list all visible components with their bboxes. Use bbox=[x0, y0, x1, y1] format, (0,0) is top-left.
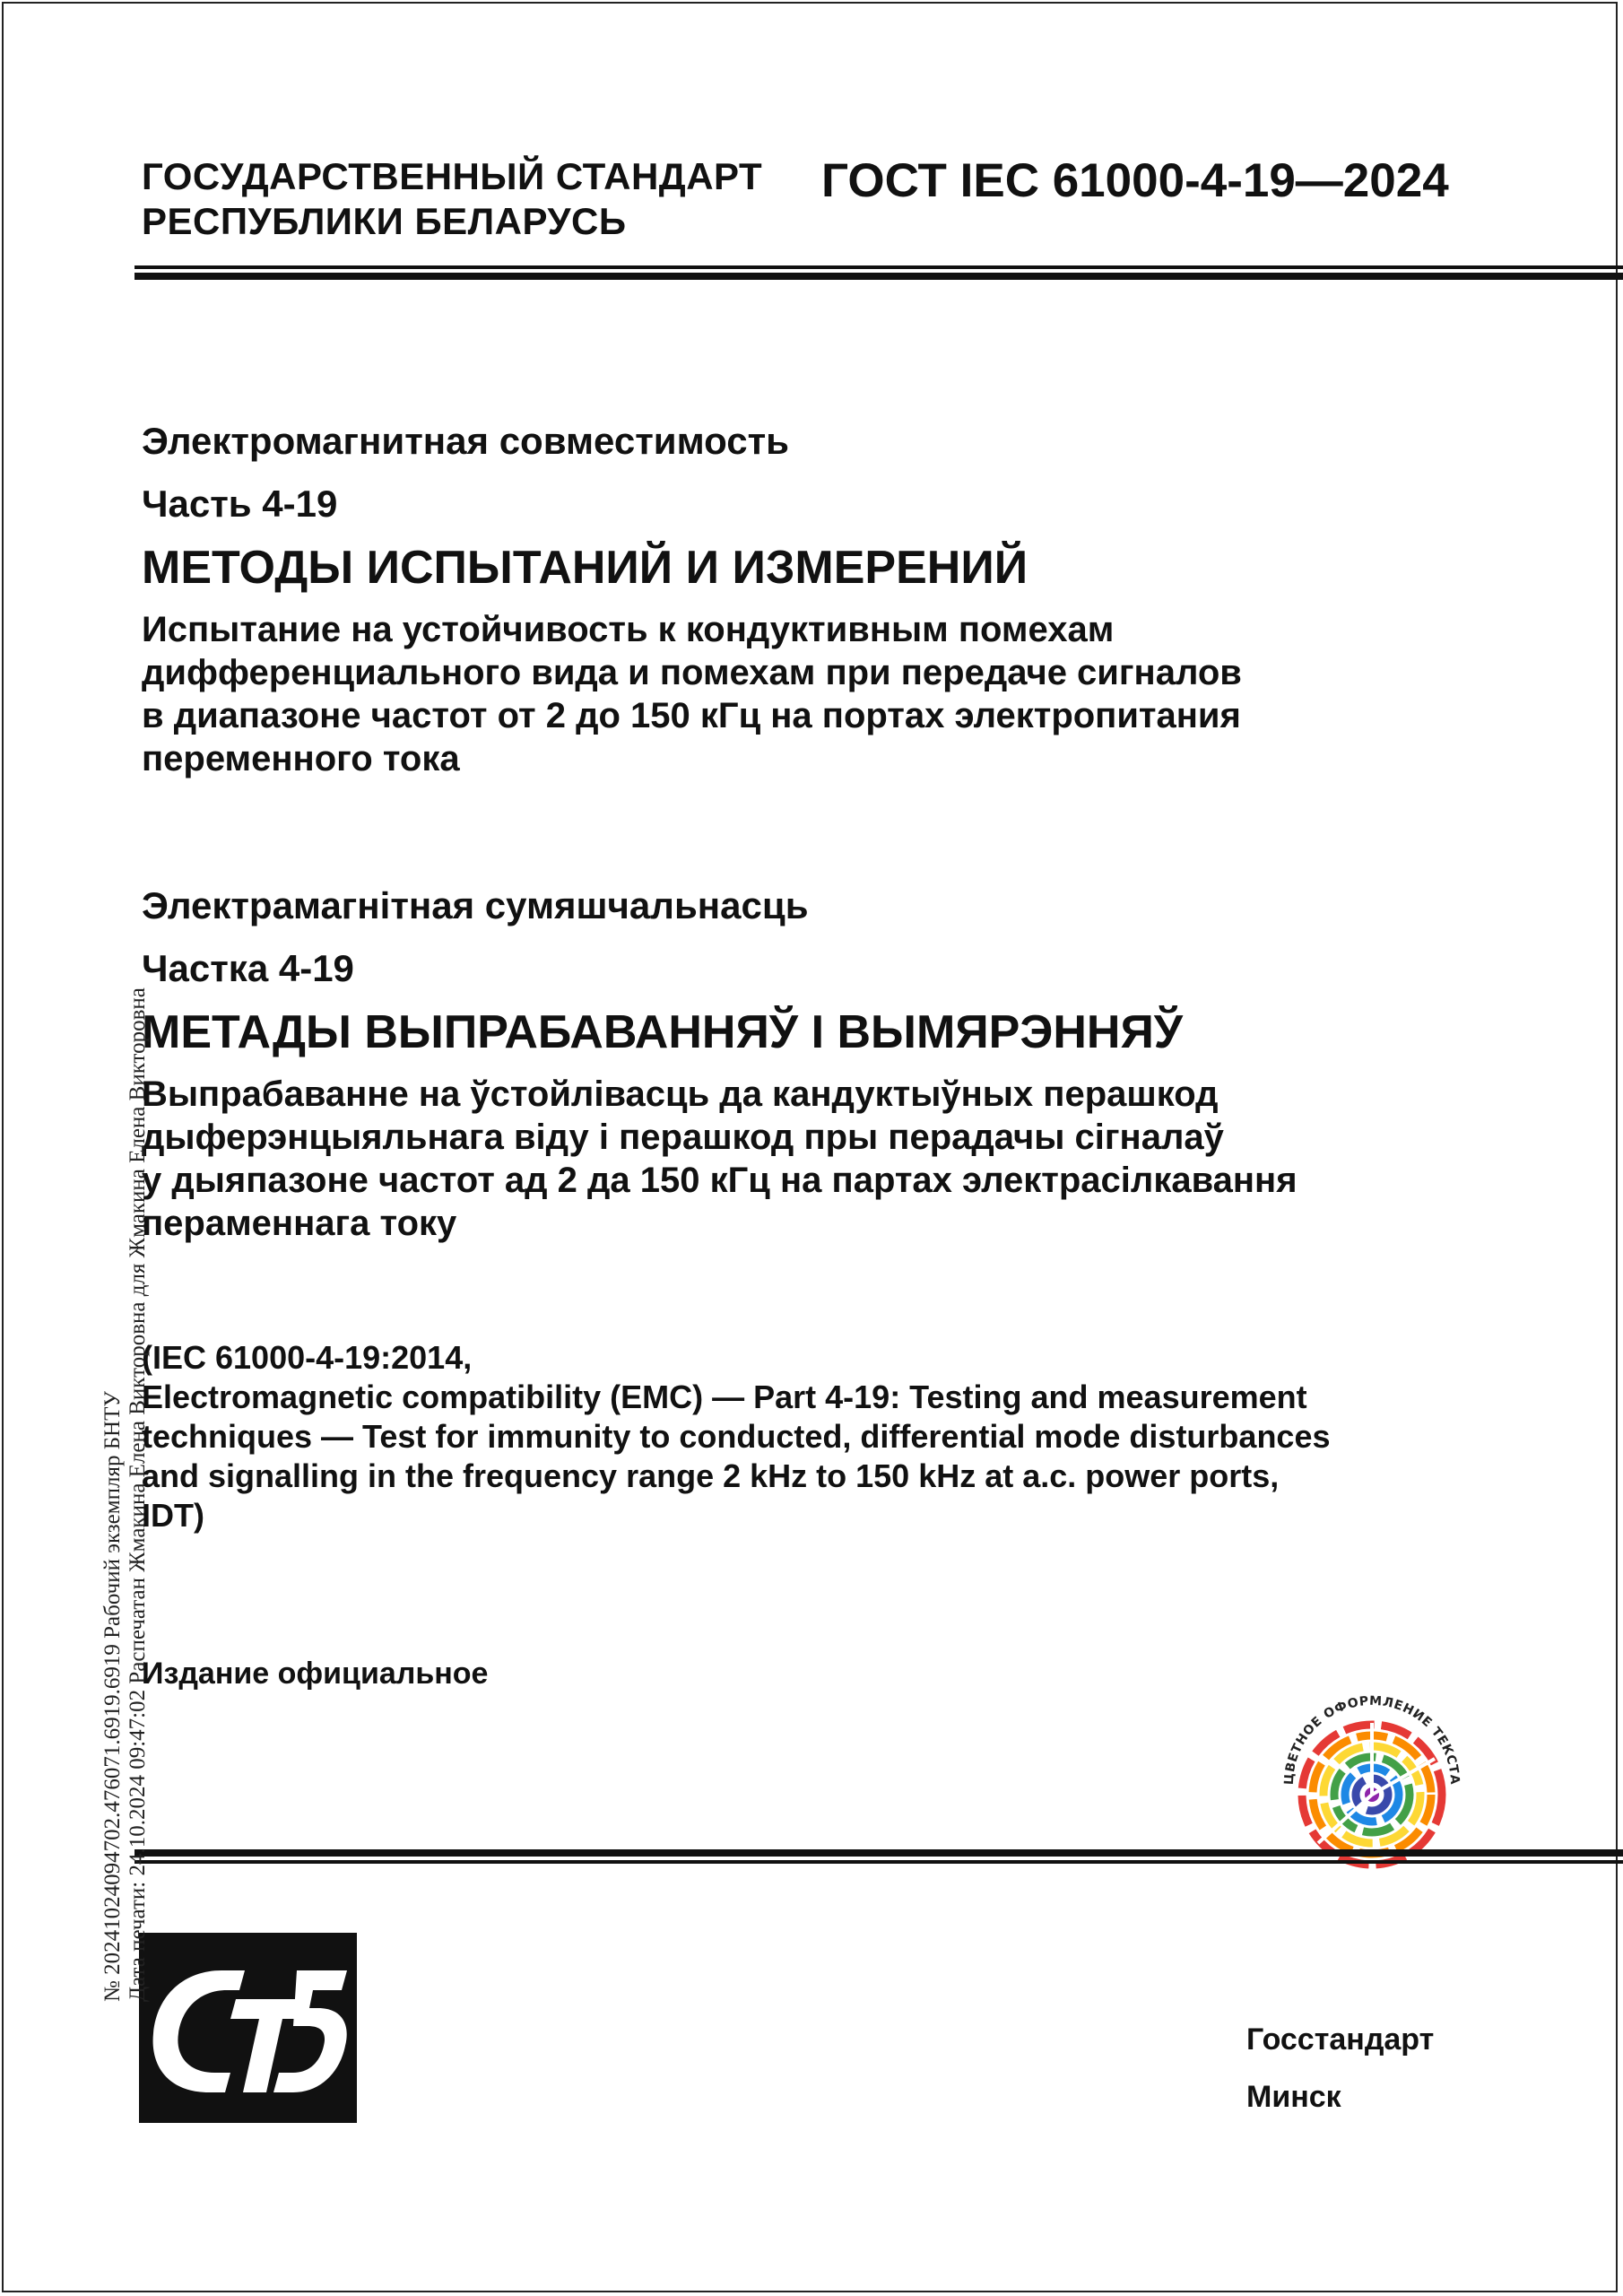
ru-subtitle-line: Испытание на устойчивость к кондуктивным помехам bbox=[142, 610, 1115, 649]
print-note-line-1: № 20241024094702.476071.6919.6919 Рабочий экземпляр БНТУ bbox=[100, 1390, 125, 2002]
by-subtitle-line: дыферэнцыяльнага віду і перашкод пры перадачы сігналаў bbox=[142, 1118, 1224, 1157]
ru-part: Часть 4-19 bbox=[142, 483, 338, 525]
iec-reference bbox=[142, 1338, 1397, 1535]
header-line-1: ГОСУДАРСТВЕННЫЙ СТАНДАРТ bbox=[142, 155, 763, 197]
ru-main-title: МЕТОДЫ ИСПЫТАНИЙ И ИЗМЕРЕНИЙ bbox=[142, 542, 1028, 594]
by-subtitle-line: Выпрабаванне на ўстойлівасць да кандуктыўных перашкод bbox=[142, 1074, 1219, 1114]
by-title: Электрамагнітная сумяшчальнасць bbox=[142, 884, 809, 926]
iec-reference-line: Electromagnetic compatibility (EMC) — Part 4-19: Testing and measurement bbox=[142, 1378, 1307, 1415]
ru-subtitle bbox=[142, 608, 1433, 780]
by-subtitle-line: пераменнага току bbox=[142, 1204, 457, 1243]
belarusian-title-block bbox=[142, 883, 1433, 1245]
by-subtitle bbox=[142, 1073, 1433, 1245]
official-edition-label: Издание официальное bbox=[142, 1657, 489, 1691]
publisher-city: Минск bbox=[1246, 2080, 1341, 2114]
standard-number: ГОСТ IEC 61000-4-19—2024 bbox=[821, 154, 1449, 207]
iec-reference-line: (IEC 61000-4-19:2014, bbox=[142, 1339, 473, 1376]
state-standard-label bbox=[142, 154, 762, 244]
ru-subtitle-line: в диапазоне частот от 2 до 150 кГц на портах электропитания bbox=[142, 696, 1241, 735]
russian-title-block bbox=[142, 418, 1433, 780]
print-watermark-note bbox=[100, 639, 151, 2002]
iec-reference-line: and signalling in the frequency range 2 kHz to 150 kHz at a.c. power ports, bbox=[142, 1457, 1280, 1494]
by-subtitle-line: у дыяпазоне частот ад 2 да 150 кГц на партах электрасілкавання bbox=[142, 1161, 1298, 1200]
stb-logo bbox=[139, 1933, 357, 2123]
header-line-2: РЕСПУБЛИКИ БЕЛАРУСЬ bbox=[142, 200, 627, 242]
by-main-title: МЕТАДЫ ВЫПРАБАВАННЯЎ І ВЫМЯРЭННЯЎ bbox=[142, 1006, 1184, 1058]
ru-subtitle-line: дифференциального вида и помехам при передаче сигналов bbox=[142, 653, 1242, 692]
publisher-block bbox=[1246, 2022, 1434, 2115]
iec-reference-line: IDT) bbox=[142, 1497, 204, 1534]
footer-divider-thin bbox=[135, 1860, 1623, 1864]
ru-title: Электромагнитная совместимость bbox=[142, 420, 789, 462]
print-note-line-2: Дата печати: 24.10.2024 09:47:02 Распечатан Жмакина Елена Викторовна для Жмакина Елена Викторовна bbox=[126, 987, 150, 2002]
header-divider-thick bbox=[135, 273, 1623, 280]
ru-subtitle-line: переменного тока bbox=[142, 739, 460, 778]
footer-divider-thick bbox=[135, 1849, 1623, 1857]
iec-reference-line: techniques — Test for immunity to conducted, differential mode disturbances bbox=[142, 1418, 1331, 1455]
publisher-name: Госстандарт bbox=[1246, 2022, 1435, 2057]
by-part: Частка 4-19 bbox=[142, 947, 354, 989]
header-divider-thin bbox=[135, 265, 1623, 269]
stamp-label: ЦВЕТНОЕ ОФОРМЛЕНИЕ ТЕКСТА bbox=[1281, 1693, 1462, 1786]
